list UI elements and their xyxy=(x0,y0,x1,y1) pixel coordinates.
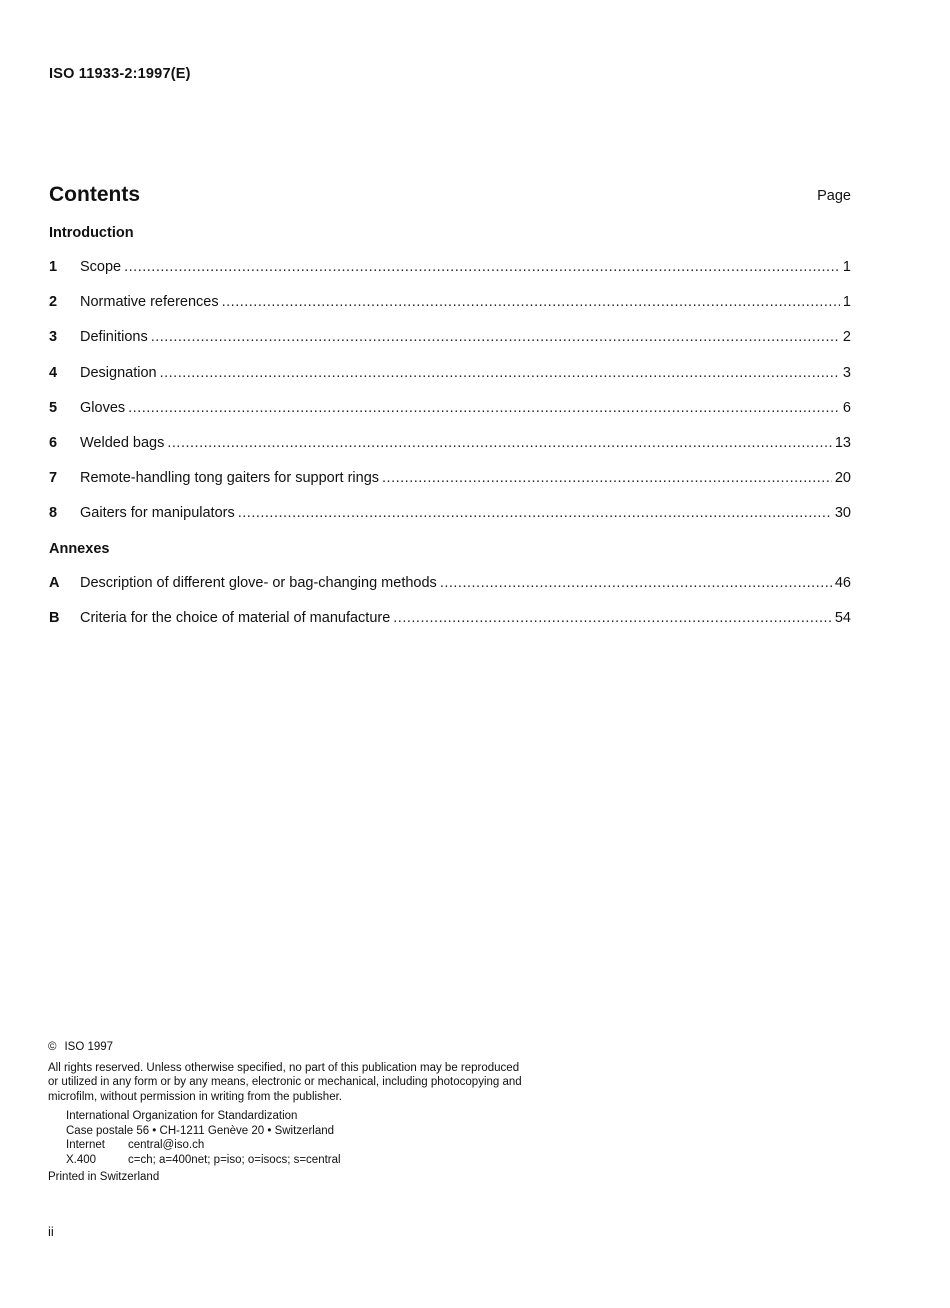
printed-location: Printed in Switzerland xyxy=(48,1171,160,1183)
contents-title: Contents xyxy=(49,183,140,206)
internet-label: Internet xyxy=(66,1139,105,1151)
x400-value: c=ch; a=400net; p=iso; o=isocs; s=central xyxy=(128,1153,341,1166)
copyright-footer xyxy=(48,1040,522,1185)
org-address: Case postale 56 • CH-1211 Genève 20 • Switzerland xyxy=(66,1124,335,1137)
toc-leader-dots xyxy=(160,365,840,381)
toc-entry-page: 30 xyxy=(834,505,851,521)
toc-leader-dots xyxy=(238,505,832,521)
toc-entry-page: 1 xyxy=(842,294,851,310)
toc-leader-dots xyxy=(151,329,840,345)
copyright-notice xyxy=(48,1040,522,1055)
toc-entry-designation[interactable] xyxy=(49,365,851,385)
toc-entry-number: 4 xyxy=(49,365,58,381)
toc-entry-number: 6 xyxy=(49,435,58,451)
toc-entry-number: B xyxy=(49,610,60,626)
toc-entry-title: Criteria for the choice of material of manufacture xyxy=(80,610,391,626)
toc-entry-number: 5 xyxy=(49,400,58,416)
toc-leader-dots xyxy=(124,259,840,275)
toc-entry-title: Scope xyxy=(80,259,122,275)
toc-entry-title: Definitions xyxy=(80,329,148,345)
introduction-heading[interactable]: Introduction xyxy=(49,225,134,241)
rights-statement xyxy=(48,1061,522,1105)
toc-entry-title: Gaiters for manipulators xyxy=(80,505,235,521)
toc-entry-page: 2 xyxy=(842,329,851,345)
toc-entry-page: 20 xyxy=(834,470,851,486)
toc-leader-dots xyxy=(440,575,832,591)
toc-entry-title: Welded bags xyxy=(80,435,165,451)
internet-row xyxy=(66,1138,522,1153)
toc-entry-number: 3 xyxy=(49,329,58,345)
copyright-text: ISO 1997 xyxy=(64,1041,114,1053)
toc-entry-scope[interactable] xyxy=(49,259,851,279)
org-name: International Organization for Standardization xyxy=(66,1110,298,1122)
internet-value[interactable]: central@iso.ch xyxy=(128,1139,205,1151)
toc-entry-welded-bags[interactable] xyxy=(49,435,851,455)
toc-leader-dots xyxy=(393,610,832,626)
x400-row xyxy=(66,1153,522,1168)
toc-entry-page: 54 xyxy=(834,610,851,626)
toc-entry-gloves[interactable] xyxy=(49,400,851,420)
toc-entry-number: 8 xyxy=(49,505,58,521)
toc-entry-title: Gloves xyxy=(80,400,126,416)
toc-entry-number: 2 xyxy=(49,294,58,310)
toc-annex-a[interactable] xyxy=(49,575,851,595)
toc-leader-dots xyxy=(382,470,832,486)
toc-entry-number: A xyxy=(49,575,60,591)
publisher-contact xyxy=(48,1109,522,1167)
toc-entry-page: 3 xyxy=(842,365,851,381)
rights-line: or utilized in any form or by any means, electronic or mechanical, including photocopying and xyxy=(48,1076,522,1088)
toc-entry-page: 1 xyxy=(842,259,851,275)
toc-leader-dots xyxy=(222,294,840,310)
rights-line: microfilm, without permission in writing from the publisher. xyxy=(48,1090,342,1103)
page-number: ii xyxy=(48,1224,54,1239)
toc-leader-dots xyxy=(128,400,840,416)
toc-annex-b[interactable] xyxy=(49,610,851,630)
toc-entry-title: Designation xyxy=(80,365,157,381)
toc-leader-dots xyxy=(167,435,831,451)
annexes-heading: Annexes xyxy=(49,541,110,557)
toc-entry-number: 7 xyxy=(49,470,58,486)
toc-entry-title: Normative references xyxy=(80,294,219,310)
page-column-label: Page xyxy=(817,188,851,204)
x400-label: X.400 xyxy=(66,1153,97,1166)
toc-entry-gaiters-for-manipulators[interactable] xyxy=(49,505,851,525)
copyright-symbol: © xyxy=(48,1041,57,1053)
toc-entry-definitions[interactable] xyxy=(49,329,851,349)
toc-entry-page: 13 xyxy=(834,435,851,451)
toc-entry-page: 46 xyxy=(834,575,851,591)
toc-entry-page: 6 xyxy=(842,400,851,416)
document-id: ISO 11933-2:1997(E) xyxy=(49,66,191,82)
toc-entry-normative-references[interactable] xyxy=(49,294,851,314)
toc-entry-title: Description of different glove- or bag-changing methods xyxy=(80,575,437,591)
toc-entry-remote-handling-tong-gaiters[interactable] xyxy=(49,470,851,490)
rights-line: All rights reserved. Unless otherwise specified, no part of this publication may be reproduced xyxy=(48,1061,520,1074)
toc-entry-title: Remote-handling tong gaiters for support rings xyxy=(80,470,380,486)
toc-entry-number: 1 xyxy=(49,259,58,275)
